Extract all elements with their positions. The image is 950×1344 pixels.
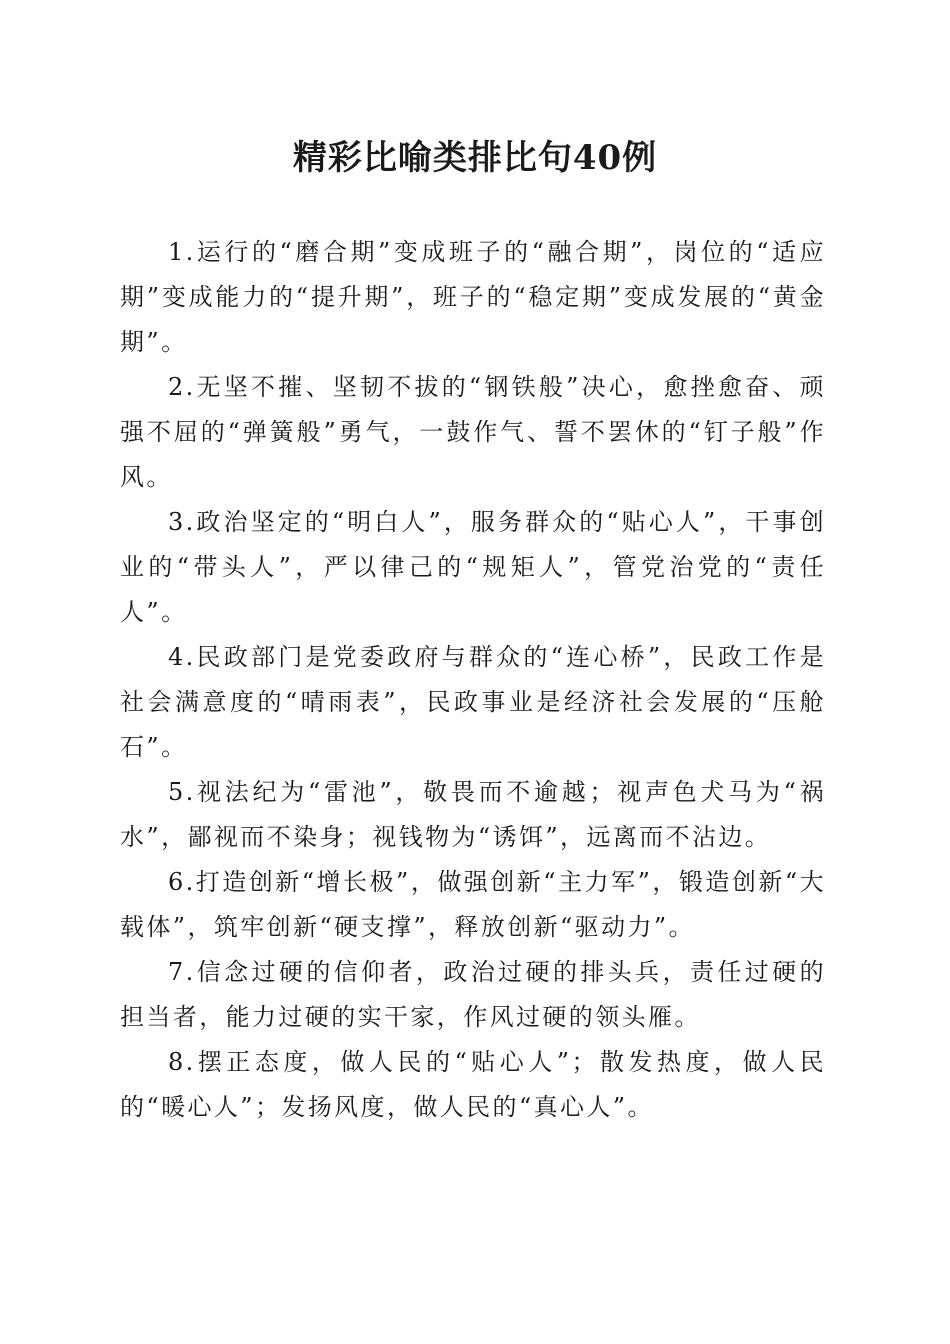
paragraph-5: 5.视法纪为“雷池”，敬畏而不逾越；视声色犬马为“祸水”，鄙视而不染身；视钱物为“诱饵”，远离而不沾边。 bbox=[120, 778, 826, 851]
document-body bbox=[120, 230, 826, 1130]
paragraph-3: 3.政治坚定的“明白人”，服务群众的“贴心人”，干事创业的“带头人”，严以律己的“规矩人”，管党治党的“责任人”。 bbox=[120, 508, 826, 626]
paragraph-8: 8.摆正态度，做人民的“贴心人”；散发热度，做人民的“暖心人”；发扬风度，做人民的“真心人”。 bbox=[120, 1048, 826, 1121]
paragraph-1: 1.运行的“磨合期”变成班子的“融合期”，岗位的“适应期”变成能力的“提升期”，班子的“稳定期”变成发展的“黄金期”。 bbox=[120, 238, 826, 356]
paragraph-2: 2.无坚不摧、坚韧不拔的“钢铁般”决心，愈挫愈奋、顽强不屈的“弹簧般”勇气，一鼓作气、誓不罢休的“钉子般”作风。 bbox=[120, 373, 826, 491]
paragraph-6: 6.打造创新“增长极”，做强创新“主力军”，锻造创新“大载体”，筑牢创新“硬支撑”，释放创新“驱动力”。 bbox=[120, 868, 826, 941]
document-title: 精彩比喻类排比句40例 bbox=[292, 138, 658, 178]
paragraph-7: 7.信念过硬的信仰者，政治过硬的排头兵，责任过硬的担当者，能力过硬的实干家，作风过硬的领头雁。 bbox=[120, 958, 826, 1031]
paragraph-4: 4.民政部门是党委政府与群众的“连心桥”，民政工作是社会满意度的“晴雨表”，民政事业是经济社会发展的“压舱石”。 bbox=[120, 643, 826, 761]
